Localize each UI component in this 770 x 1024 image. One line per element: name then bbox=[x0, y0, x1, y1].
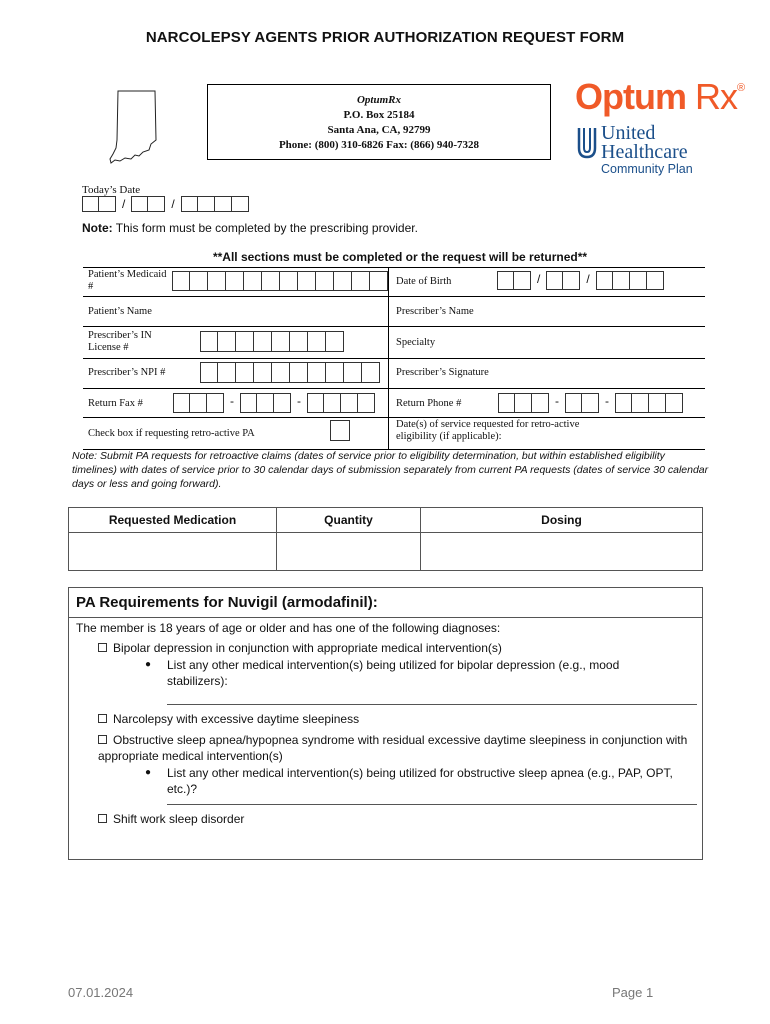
prescriber-name-label: Prescriber’s Name bbox=[396, 306, 474, 317]
optum-rx-logo: Optum Rx® bbox=[575, 76, 745, 117]
todays-date-label: Today’s Date bbox=[82, 184, 141, 196]
patient-prescriber-grid bbox=[83, 267, 705, 450]
retroactive-note: Note: Submit PA requests for retroactive claims (dates of service prior to eligibility determination, but within established eligibility timelines) with dates of service prior to 30 calendar days of submission separately from current PA requests (dates of service 30 calendar days or less and going forward). bbox=[72, 450, 709, 490]
dob-label: Date of Birth bbox=[396, 276, 452, 287]
shift-work-checkbox[interactable] bbox=[98, 814, 107, 823]
license-input[interactable] bbox=[200, 331, 344, 352]
indiana-state-icon bbox=[105, 88, 163, 166]
bipolar-interventions-line[interactable] bbox=[167, 704, 697, 705]
return-fax-input[interactable]: - - bbox=[173, 393, 375, 413]
quantity-header: Quantity bbox=[277, 508, 421, 533]
license-label: Prescriber’s IN License # bbox=[88, 330, 152, 353]
return-phone-input[interactable]: - - bbox=[498, 393, 683, 413]
retro-checkbox[interactable] bbox=[330, 420, 350, 441]
page-number: Page 1 bbox=[612, 985, 654, 1000]
medication-table bbox=[68, 507, 703, 571]
pa-intro: The member is 18 years of age or older and has one of the following diagnoses: bbox=[76, 621, 501, 635]
retro-checkbox-label: Check box if requesting retro-active PA bbox=[88, 428, 255, 439]
medicaid-input[interactable] bbox=[172, 271, 388, 291]
bipolar-interventions-prompt: List any other medical intervention(s) being utilized for bipolar depression (e.g., mood stabilizers): bbox=[167, 658, 620, 688]
medicaid-label: Patient’s Medicaid # bbox=[88, 269, 167, 292]
return-phone-label: Return Phone # bbox=[396, 398, 462, 409]
all-sections-warning: **All sections must be completed or the request will be returned** bbox=[212, 250, 588, 264]
quantity-input[interactable] bbox=[277, 533, 421, 571]
dosing-header: Dosing bbox=[421, 508, 703, 533]
todays-date-input[interactable]: / / bbox=[82, 196, 249, 212]
united-healthcare-logo: United Healthcare Community Plan bbox=[577, 124, 693, 177]
specialty-label: Specialty bbox=[396, 337, 436, 348]
option-bipolar[interactable]: Bipolar depression in conjunction with appropriate medical intervention(s) bbox=[98, 640, 502, 656]
dosing-input[interactable] bbox=[421, 533, 703, 571]
signature-label: Prescriber’s Signature bbox=[396, 367, 489, 378]
pa-requirements-title: PA Requirements for Nuvigil (armodafinil): bbox=[69, 588, 702, 618]
footer-date: 07.01.2024 bbox=[68, 985, 134, 1000]
requested-medication-input[interactable] bbox=[69, 533, 277, 571]
osa-interventions-line[interactable] bbox=[167, 804, 697, 805]
narcolepsy-checkbox[interactable] bbox=[98, 714, 107, 723]
bullet-icon: ● bbox=[145, 659, 152, 670]
option-narcolepsy[interactable]: Narcolepsy with excessive daytime sleepiness bbox=[98, 711, 359, 727]
pa-requirements-box bbox=[68, 587, 703, 860]
address-phone-fax: Phone: (800) 310-6826 Fax: (866) 940-7328 bbox=[278, 139, 480, 151]
form-title: NARCOLEPSY AGENTS PRIOR AUTHORIZATION REQUEST FORM bbox=[145, 29, 625, 46]
address-city: Santa Ana, CA, 92799 bbox=[327, 124, 431, 136]
osa-checkbox[interactable] bbox=[98, 735, 107, 744]
option-shift-work[interactable]: Shift work sleep disorder bbox=[98, 811, 244, 827]
prescriber-note: Note: This form must be completed by the prescribing provider. bbox=[82, 221, 418, 235]
uhc-u-icon bbox=[577, 126, 597, 160]
return-fax-label: Return Fax # bbox=[88, 398, 143, 409]
bullet-icon: ● bbox=[145, 767, 152, 778]
npi-label: Prescriber’s NPI # bbox=[88, 367, 166, 378]
dob-input[interactable]: / / bbox=[497, 271, 664, 290]
address-po-box: P.O. Box 25184 bbox=[343, 109, 415, 121]
optumrx-address-box bbox=[207, 84, 551, 160]
dates-of-service-label: Date(s) of service requested for retro-active eligibility (if applicable): bbox=[396, 419, 580, 442]
osa-interventions-prompt: List any other medical intervention(s) being utilized for obstructive sleep apnea (e.g., PAP, OPT, etc.)? bbox=[167, 766, 673, 796]
requested-medication-header: Requested Medication bbox=[69, 508, 277, 533]
bipolar-checkbox[interactable] bbox=[98, 643, 107, 652]
option-osa[interactable]: Obstructive sleep apnea/hypopnea syndrome with residual excessive daytime sleepiness in conjunction with appropriate medical intervention(s) bbox=[98, 733, 688, 763]
patient-name-label: Patient’s Name bbox=[88, 306, 152, 317]
address-name: OptumRx bbox=[356, 94, 401, 106]
npi-input[interactable] bbox=[200, 362, 380, 383]
